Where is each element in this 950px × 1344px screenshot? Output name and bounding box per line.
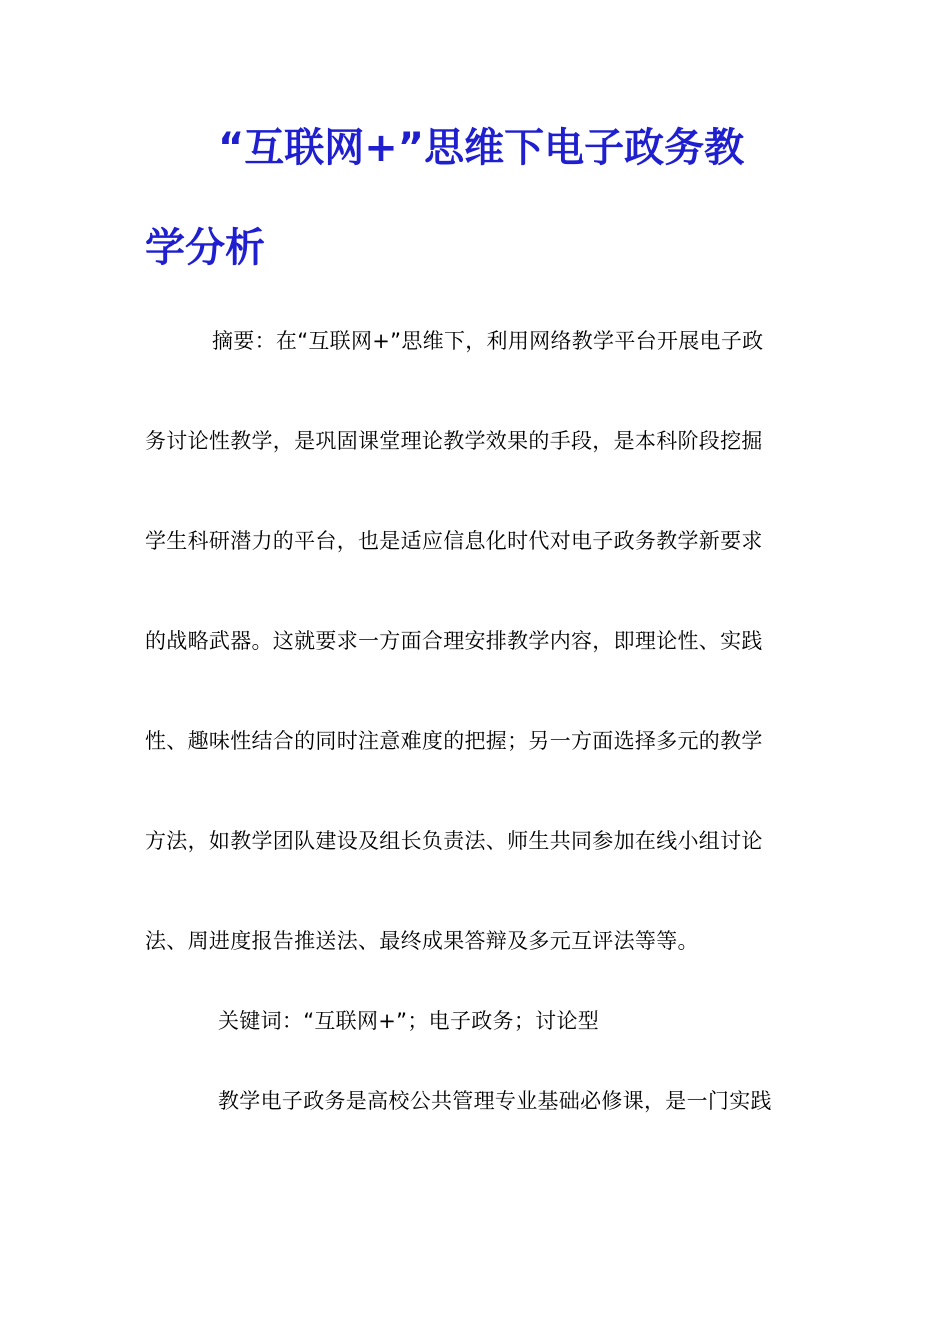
body-paragraph-line-1: 教学电子政务是高校公共管理专业基础必修课，是一门实践 [218, 1089, 772, 1113]
abstract-line-4: 的战略武器。这就要求一方面合理安排教学内容，即理论性、实践 [145, 629, 763, 653]
abstract-line-6: 方法，如教学团队建设及组长负责法、师生共同参加在线小组讨论 [145, 829, 763, 853]
abstract-line-3: 学生科研潜力的平台，也是适应信息化时代对电子政务教学新要求 [145, 529, 763, 553]
keywords-line: 关键词：“互联网+”；电子政务；讨论型 [218, 1009, 600, 1033]
document-title-line-2: 学分析 [145, 225, 265, 271]
abstract-line-7: 法、周进度报告推送法、最终成果答辩及多元互评法等等。 [145, 929, 699, 953]
document-title-line-1: “互联网+”思维下电子政务教 [218, 125, 745, 171]
abstract-line-1: 摘要：在“互联网+”思维下，利用网络教学平台开展电子政 [212, 329, 764, 353]
abstract-line-5: 性、趣味性结合的同时注意难度的把握；另一方面选择多元的教学 [145, 729, 763, 753]
abstract-line-2: 务讨论性教学，是巩固课堂理论教学效果的手段，是本科阶段挖掘 [145, 429, 763, 453]
